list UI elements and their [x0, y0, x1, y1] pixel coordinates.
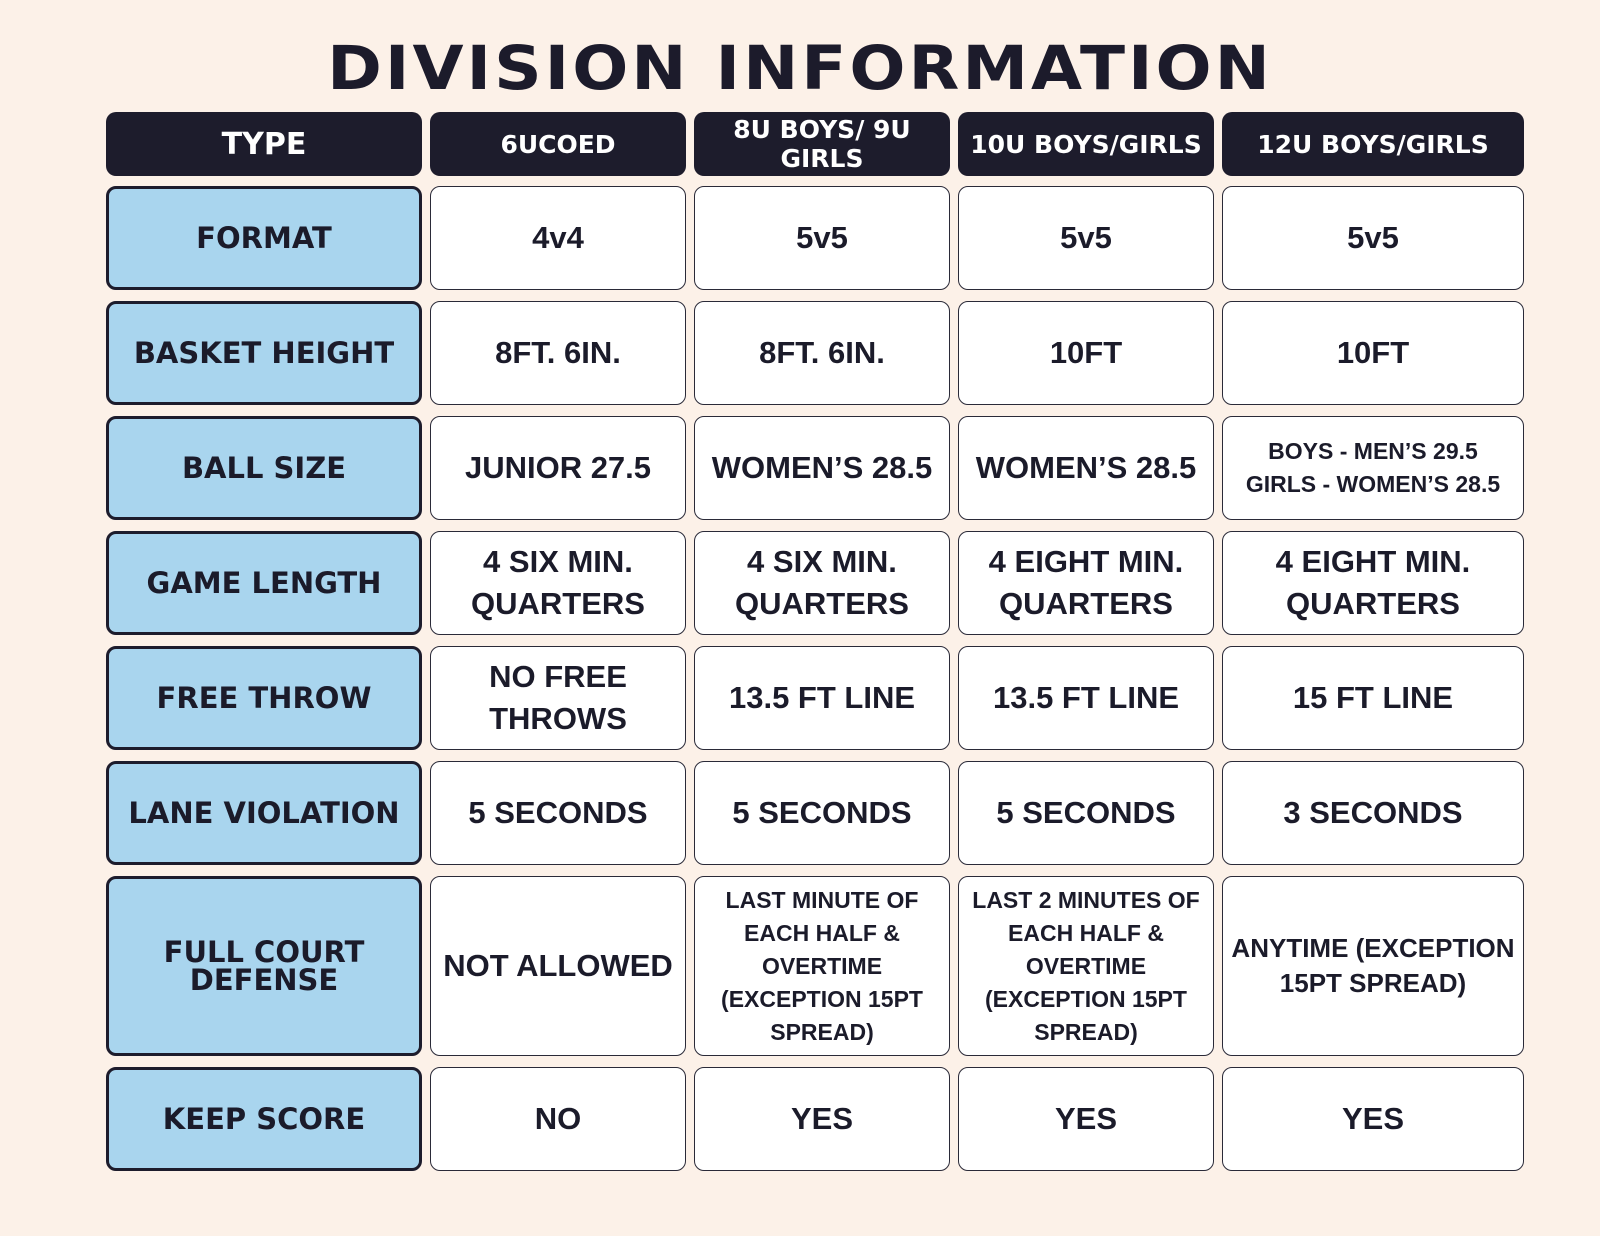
header-8u-9u: 8U BOYS/ 9U GIRLS: [694, 112, 950, 176]
cell-defense-8u: LAST MINUTE OF EACH HALF & OVERTIME (EXCEPTION 15PT SPREAD): [694, 876, 950, 1056]
cell-defense-10u: LAST 2 MINUTES OF EACH HALF & OVERTIME (EXCEPTION 15PT SPREAD): [958, 876, 1214, 1056]
cell-format-6u: 4v4: [430, 186, 686, 290]
cell-format-12u: 5v5: [1222, 186, 1524, 290]
row-label-format: FORMAT: [106, 186, 422, 290]
cell-score-12u: YES: [1222, 1067, 1524, 1171]
cell-score-10u: YES: [958, 1067, 1214, 1171]
row-label-free-throw: FREE THROW: [106, 646, 422, 750]
cell-freethrow-6u: NO FREE THROWS: [430, 646, 686, 750]
cell-game-6u: 4 SIX MIN. QUARTERS: [430, 531, 686, 635]
cell-lane-10u: 5 SECONDS: [958, 761, 1214, 865]
cell-defense-12u: ANYTIME (EXCEPTION 15PT SPREAD): [1222, 876, 1524, 1056]
header-12u: 12U BOYS/GIRLS: [1222, 112, 1524, 176]
cell-basket-8u: 8FT. 6IN.: [694, 301, 950, 405]
row-label-lane-violation: LANE VIOLATION: [106, 761, 422, 865]
cell-ball-10u: WOMEN’S 28.5: [958, 416, 1214, 520]
cell-basket-6u: 8FT. 6IN.: [430, 301, 686, 405]
cell-freethrow-8u: 13.5 FT LINE: [694, 646, 950, 750]
row-label-basket-height: BASKET HEIGHT: [106, 301, 422, 405]
cell-lane-6u: 5 SECONDS: [430, 761, 686, 865]
cell-lane-8u: 5 SECONDS: [694, 761, 950, 865]
row-label-keep-score: KEEP SCORE: [106, 1067, 422, 1171]
cell-freethrow-12u: 15 FT LINE: [1222, 646, 1524, 750]
header-type: TYPE: [106, 112, 422, 176]
cell-basket-10u: 10FT: [958, 301, 1214, 405]
header-6ucoed: 6UCOED: [430, 112, 686, 176]
cell-format-10u: 5v5: [958, 186, 1214, 290]
page-title: DIVISION INFORMATION: [327, 33, 1273, 104]
cell-ball-6u: JUNIOR 27.5: [430, 416, 686, 520]
cell-game-10u: 4 EIGHT MIN. QUARTERS: [958, 531, 1214, 635]
cell-defense-6u: NOT ALLOWED: [430, 876, 686, 1056]
row-label-game-length: GAME LENGTH: [106, 531, 422, 635]
division-table: [106, 112, 1524, 1182]
row-label-ball-size: BALL SIZE: [106, 416, 422, 520]
cell-format-8u: 5v5: [694, 186, 950, 290]
cell-score-6u: NO: [430, 1067, 686, 1171]
cell-freethrow-10u: 13.5 FT LINE: [958, 646, 1214, 750]
cell-game-8u: 4 SIX MIN. QUARTERS: [694, 531, 950, 635]
header-10u: 10U BOYS/GIRLS: [958, 112, 1214, 176]
row-label-full-court-defense: FULL COURT DEFENSE: [106, 876, 422, 1056]
cell-lane-12u: 3 SECONDS: [1222, 761, 1524, 865]
cell-game-12u: 4 EIGHT MIN. QUARTERS: [1222, 531, 1524, 635]
cell-ball-12u: BOYS - MEN’S 29.5 GIRLS - WOMEN’S 28.5: [1222, 416, 1524, 520]
cell-ball-8u: WOMEN’S 28.5: [694, 416, 950, 520]
cell-score-8u: YES: [694, 1067, 950, 1171]
cell-basket-12u: 10FT: [1222, 301, 1524, 405]
